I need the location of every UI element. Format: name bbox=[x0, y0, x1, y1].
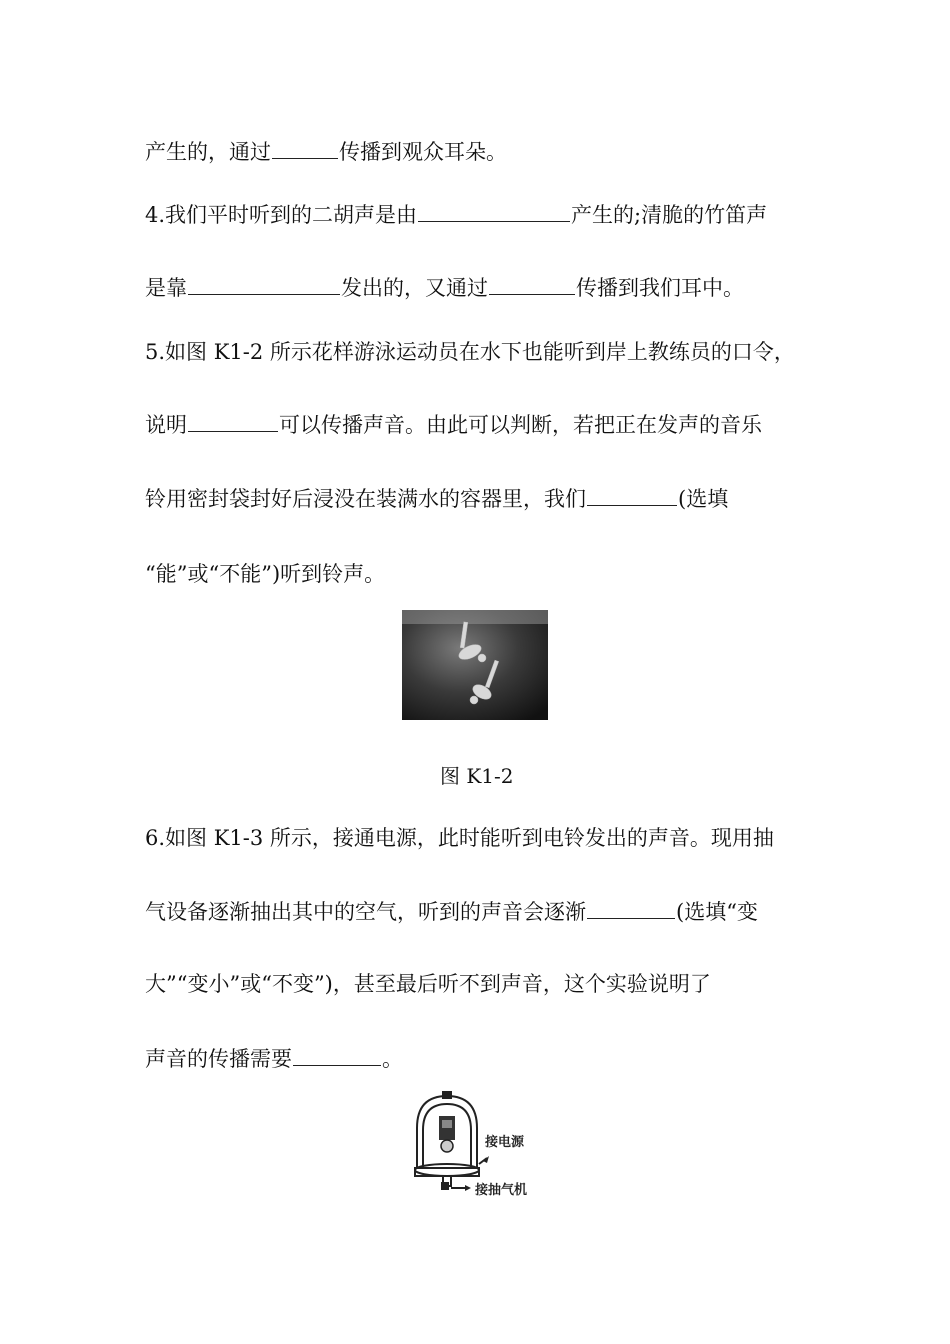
q6-text-4a: 声音的传播需要 bbox=[145, 1047, 292, 1071]
label-pump: 接抽气机 bbox=[475, 1183, 528, 1198]
q5-blank-2[interactable] bbox=[587, 485, 677, 506]
q5-line-3 bbox=[145, 485, 728, 513]
q3-text-b: 传播到观众耳朵。 bbox=[339, 140, 507, 164]
q6-blank-1[interactable] bbox=[587, 898, 675, 919]
q4-text-2c: 传播到我们耳中。 bbox=[576, 276, 744, 300]
bell-jar-apparatus-figure bbox=[405, 1090, 555, 1210]
q3-answer-blank[interactable] bbox=[272, 138, 338, 159]
q6-text-3: 大”“变小”或“不变”)，甚至最后听不到声音，这个实验说明了 bbox=[145, 972, 711, 996]
q6-line-2 bbox=[145, 898, 758, 926]
q4-line-2 bbox=[145, 274, 744, 302]
q3-ending bbox=[145, 138, 507, 166]
q6-blank-2[interactable] bbox=[293, 1045, 381, 1066]
q4-text-1b: 产生的;清脆的竹笛声 bbox=[571, 203, 768, 227]
q5-blank-1[interactable] bbox=[188, 411, 278, 432]
q6-line-4 bbox=[145, 1045, 403, 1073]
q4-blank-1[interactable] bbox=[418, 201, 570, 222]
synchronized-swimmers-photo bbox=[402, 610, 548, 720]
q4-text-1a: 4.我们平时听到的二胡声是由 bbox=[145, 203, 418, 227]
q4-blank-3[interactable] bbox=[489, 274, 575, 295]
q4-line-1 bbox=[145, 201, 767, 229]
q6-text-4b: 。 bbox=[382, 1047, 403, 1071]
q5-line-4 bbox=[145, 560, 385, 588]
q5-text-2b: 可以传播声音。由此可以判断，若把正在发声的音乐 bbox=[279, 413, 762, 437]
figure-caption-k1-2: 图 K1-2 bbox=[440, 764, 514, 788]
q4-text-2a: 是靠 bbox=[145, 276, 187, 300]
q5-text-3b: (选填 bbox=[678, 487, 729, 511]
q6-line-1 bbox=[145, 824, 774, 852]
q6-text-2a: 气设备逐渐抽出其中的空气，听到的声音会逐渐 bbox=[145, 900, 586, 924]
q5-line-2 bbox=[145, 411, 762, 439]
label-power: 接电源 bbox=[485, 1135, 525, 1150]
q5-text-3a: 铃用密封袋封好后浸没在装满水的容器里，我们 bbox=[145, 487, 586, 511]
q5-line-1 bbox=[145, 338, 795, 366]
q6-text-2b: (选填“变 bbox=[676, 900, 758, 924]
q5-text-1: 5.如图 K1-2 所示花样游泳运动员在水下也能听到岸上教练员的口令， bbox=[145, 340, 795, 364]
q4-blank-2[interactable] bbox=[188, 274, 340, 295]
q5-text-2a: 说明 bbox=[145, 413, 187, 437]
q6-text-1: 6.如图 K1-3 所示，接通电源，此时能听到电铃发出的声音。现用抽 bbox=[145, 826, 774, 850]
q3-text-a: 产生的，通过 bbox=[145, 140, 271, 164]
q4-text-2b: 发出的，又通过 bbox=[341, 276, 488, 300]
q5-text-4: “能”或“不能”)听到铃声。 bbox=[145, 562, 386, 586]
q6-line-3 bbox=[145, 970, 711, 998]
